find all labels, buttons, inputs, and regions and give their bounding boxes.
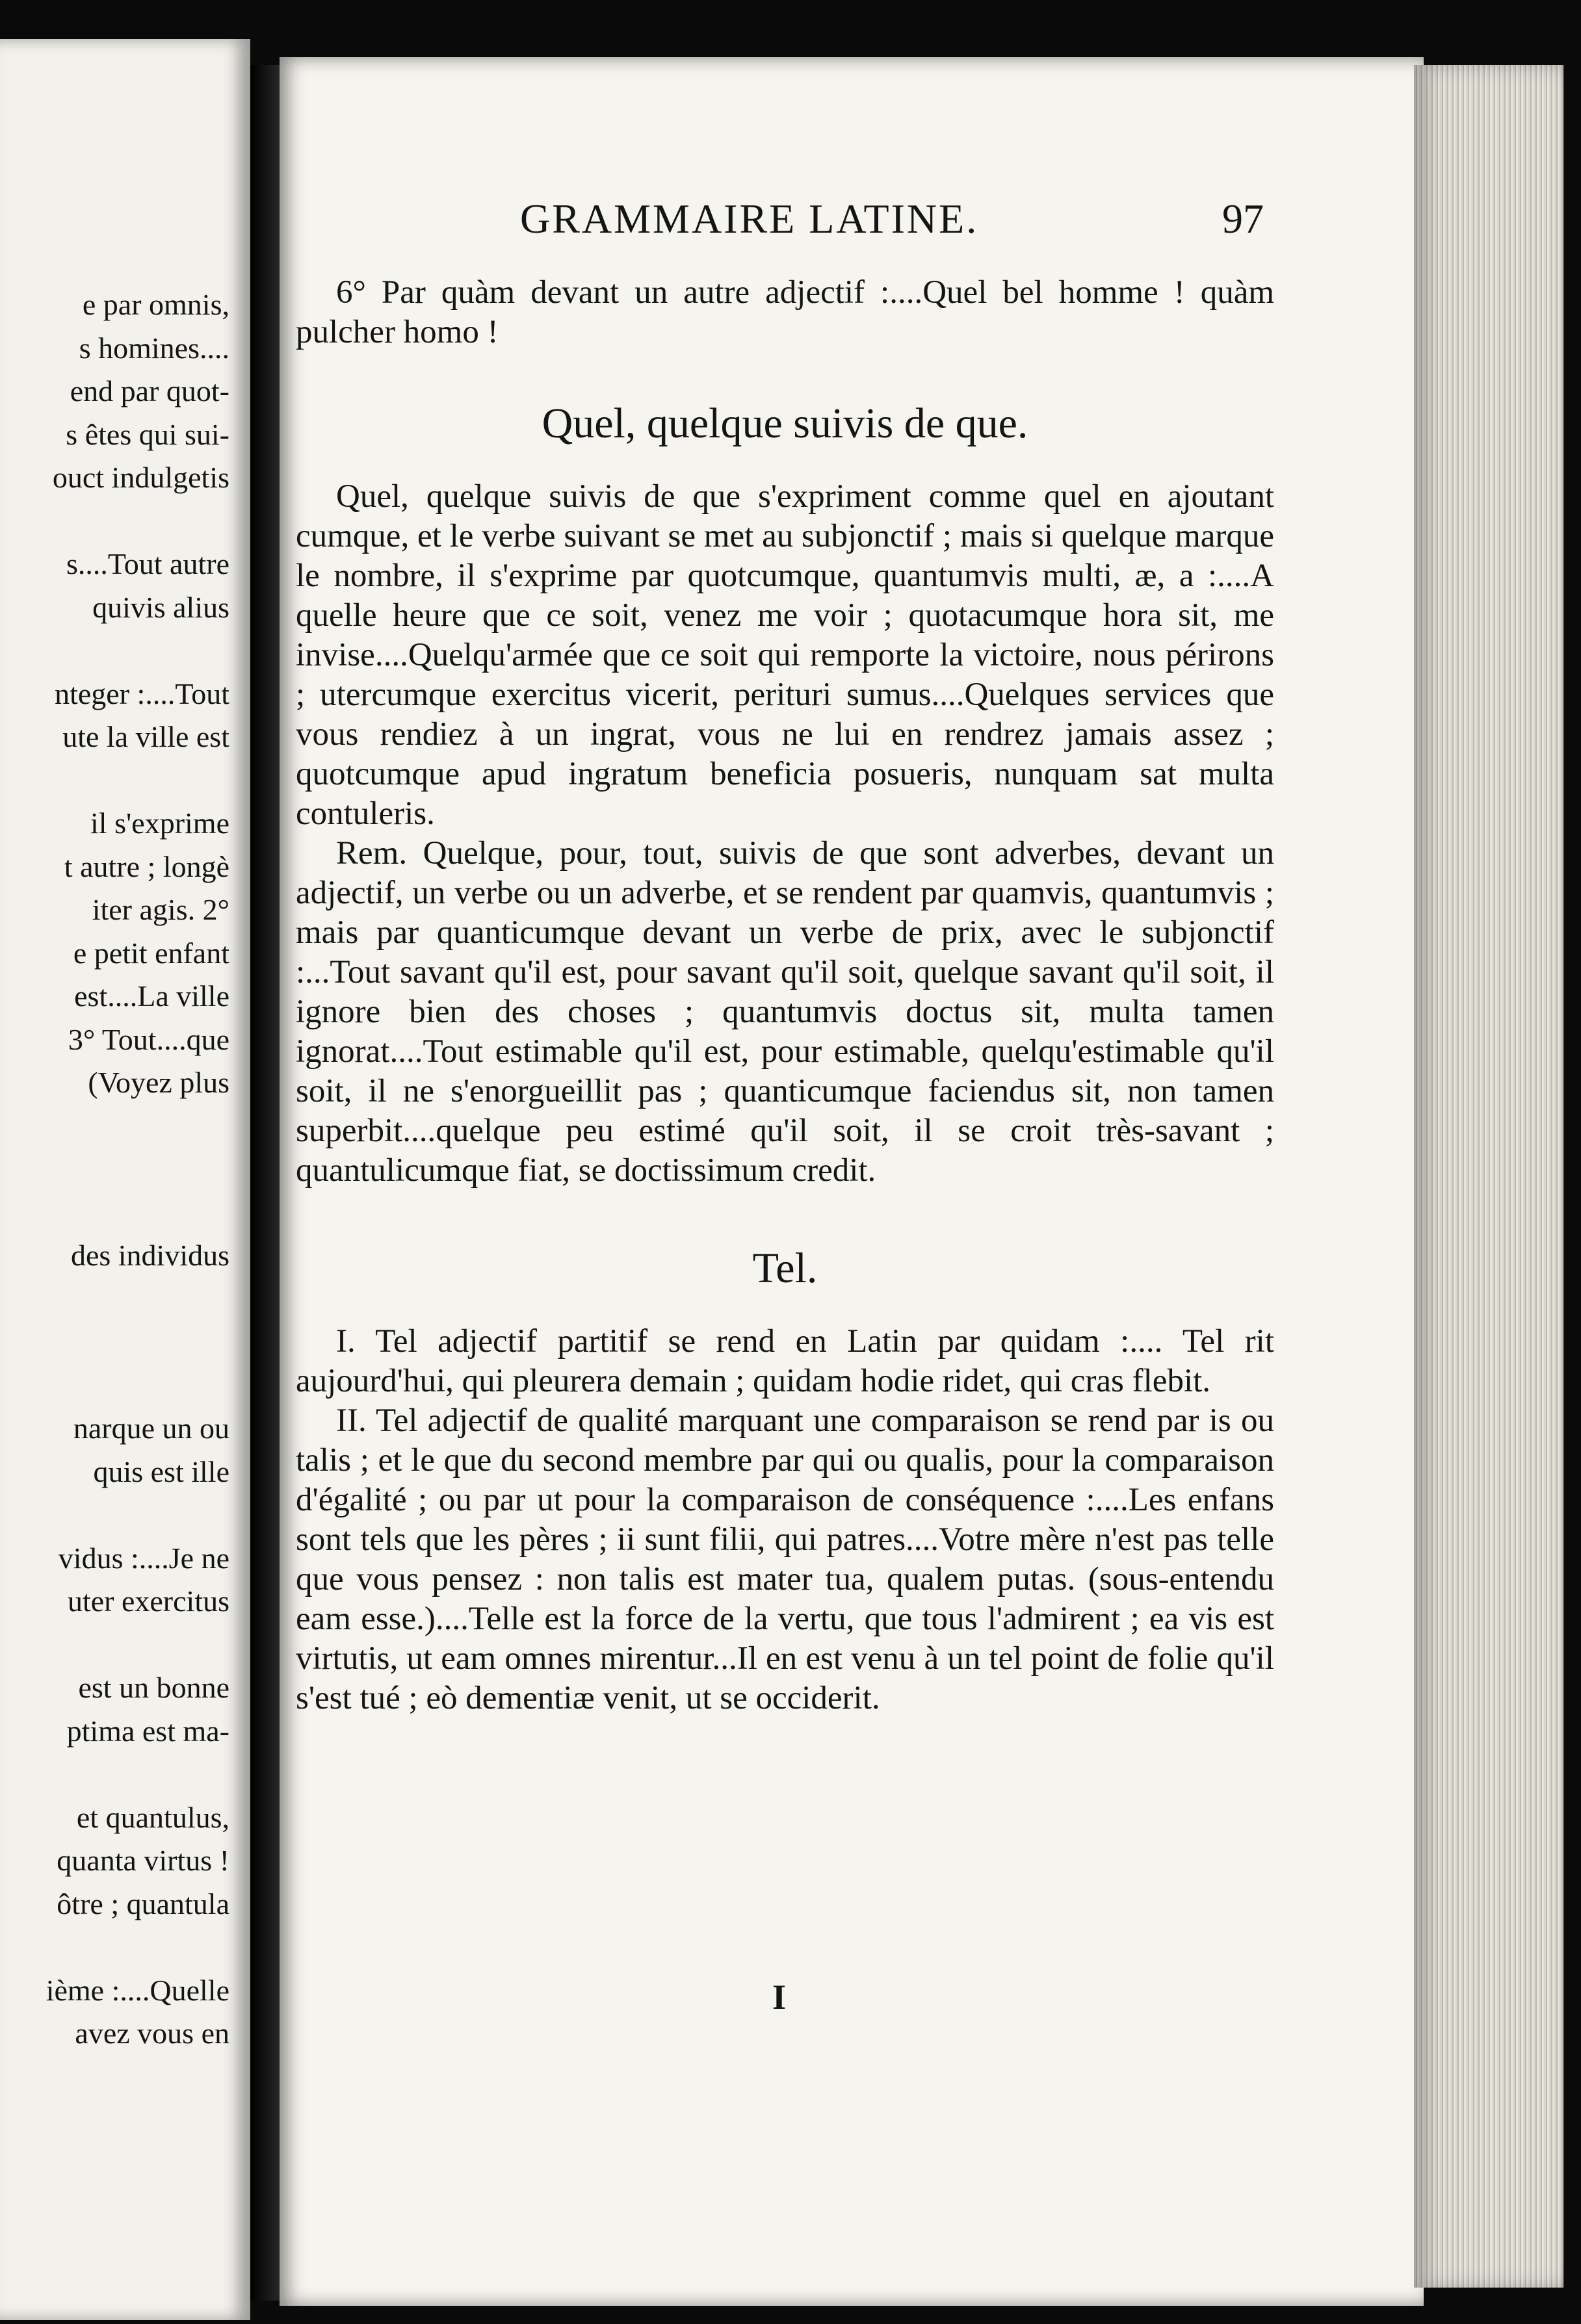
left-page-line: ôtre ; quantula bbox=[57, 1887, 229, 1920]
section-heading-quel: Quel, quelque suivis de que. bbox=[542, 400, 1028, 447]
page-number: 97 bbox=[1222, 196, 1264, 242]
left-page-line: ute la ville est bbox=[62, 720, 229, 753]
left-page-line: ptima est ma- bbox=[66, 1714, 229, 1748]
left-page-line: s....Tout autre bbox=[66, 547, 229, 580]
left-page-line: et quantulus, bbox=[76, 1800, 229, 1834]
left-page-line: (Voyez plus bbox=[88, 1066, 229, 1099]
left-page-line: quivis alius bbox=[92, 590, 229, 624]
facing-page-left bbox=[0, 39, 250, 2320]
section-heading-tel: Tel. bbox=[752, 1245, 818, 1292]
book-gutter bbox=[250, 65, 283, 2301]
left-page-line: e par omnis, bbox=[82, 288, 229, 321]
left-page-line: s homines.... bbox=[79, 331, 229, 365]
left-page-line: s êtes qui sui- bbox=[66, 417, 229, 451]
left-page-line: ouct indulgetis bbox=[52, 461, 229, 494]
left-page-line: e petit enfant bbox=[73, 936, 229, 970]
running-head: GRAMMAIRE LATINE. bbox=[520, 196, 979, 242]
left-page-line: t autre ; longè bbox=[64, 849, 229, 883]
left-page-line: vidus :....Je ne bbox=[58, 1541, 229, 1575]
signature-mark: I bbox=[772, 1978, 787, 2017]
paragraph-quel-quelque: Quel, quelque suivis de que s'expriment comme quel en ajoutant cumque, et le verbe suivant se met au subjonctif ; mais si quelque marque le nombre, il s'exprime par quotcumque, quantumvis multi, æ, a :....A quelle heure que ce soit, venez me voir ; quotacumque hora sit, me invise....Quelqu'armée que ce soit qui remporte la victoire, nous périrons ; utercumque exercitus vicerit, perituri sumus....Quelques services que vous rendiez à un ingrat, vous ne lui en rendrez jamais assez ; quotcumque apud ingratum beneficia posueris, nunquam sat multa contuleris. bbox=[296, 478, 1274, 832]
paragraph-remarque: Rem. Quelque, pour, tout, suivis de que sont adverbes, devant un adjectif, un verbe ou un adverbe, et se rendent par quamvis, quantumvis ; mais par quanticumque devant un verbe de prix, avec le subjonctif :...Tout savant qu'il est, pour savant qu'il soit, quelque savant qu'il soit, il ignore bien des choses ; quantumvis doctus sit, multa tamen ignorat....Tout estimable qu'il est, pour estimable, quelqu'estimable qu'il soit, il ne s'enorgueillit pas ; quanticumque faciendus sit, non tamen superbit....quelque peu estimé qu'il soit, il se croit très-savant ; quantulicumque fiat, se doctissimum credit. bbox=[296, 835, 1274, 1189]
left-page-line: des individus bbox=[70, 1239, 229, 1272]
left-page-line: iter agis. 2° bbox=[92, 893, 229, 926]
text-block bbox=[296, 273, 1274, 1718]
left-page-line: narque un ou bbox=[73, 1412, 229, 1445]
left-page-line: quis est ille bbox=[93, 1454, 229, 1488]
left-page-line: est un bonne bbox=[78, 1671, 229, 1704]
left-page-line: est....La ville bbox=[74, 979, 229, 1013]
left-page-line: nteger :....Tout bbox=[55, 677, 229, 710]
page-edges bbox=[1414, 65, 1563, 2288]
left-page-line: avez vous en bbox=[75, 2017, 229, 2050]
paragraph-tel-partitif: I. Tel adjectif partitif se rend en Latin par quidam :.... Tel rit aujourd'hui, qui pleurera demain ; quidam hodie ridet, qui cras flebit. bbox=[296, 1323, 1274, 1399]
left-page-line: ième :....Quelle bbox=[46, 1973, 229, 2007]
left-page-line: 3° Tout....que bbox=[68, 1022, 229, 1056]
paragraph-quam: 6° Par quàm devant un autre adjectif :....Quel bel homme ! quàm pulcher homo ! bbox=[296, 274, 1274, 350]
left-page-line: quanta virtus ! bbox=[57, 1844, 229, 1877]
paragraph-tel-qualite: II. Tel adjectif de qualité marquant une comparaison se rend par is ou talis ; et le que du second membre par qui ou qualis, pour la comparaison d'égalité ; ou par ut pour la comparaison de conséquence :....Les enfans sont tels que les pères ; ii sunt filii, qui patres....Votre mère n'est pas telle que vous pensez : non talis est mater tua, qualem putas. (sous-entendu eam esse.)....Telle est la force de la vertu, que tous l'admirent ; ea vis est virtutis, ut eam omnes mirentur...Il en est venu à un tel point de folie qu'il s'est tué ; eò dementiæ venit, ut se occiderit. bbox=[296, 1402, 1274, 1716]
left-page-line: il s'exprime bbox=[90, 807, 229, 840]
left-page-line: end par quot- bbox=[70, 374, 229, 407]
left-page-line: uter exercitus bbox=[67, 1584, 229, 1618]
